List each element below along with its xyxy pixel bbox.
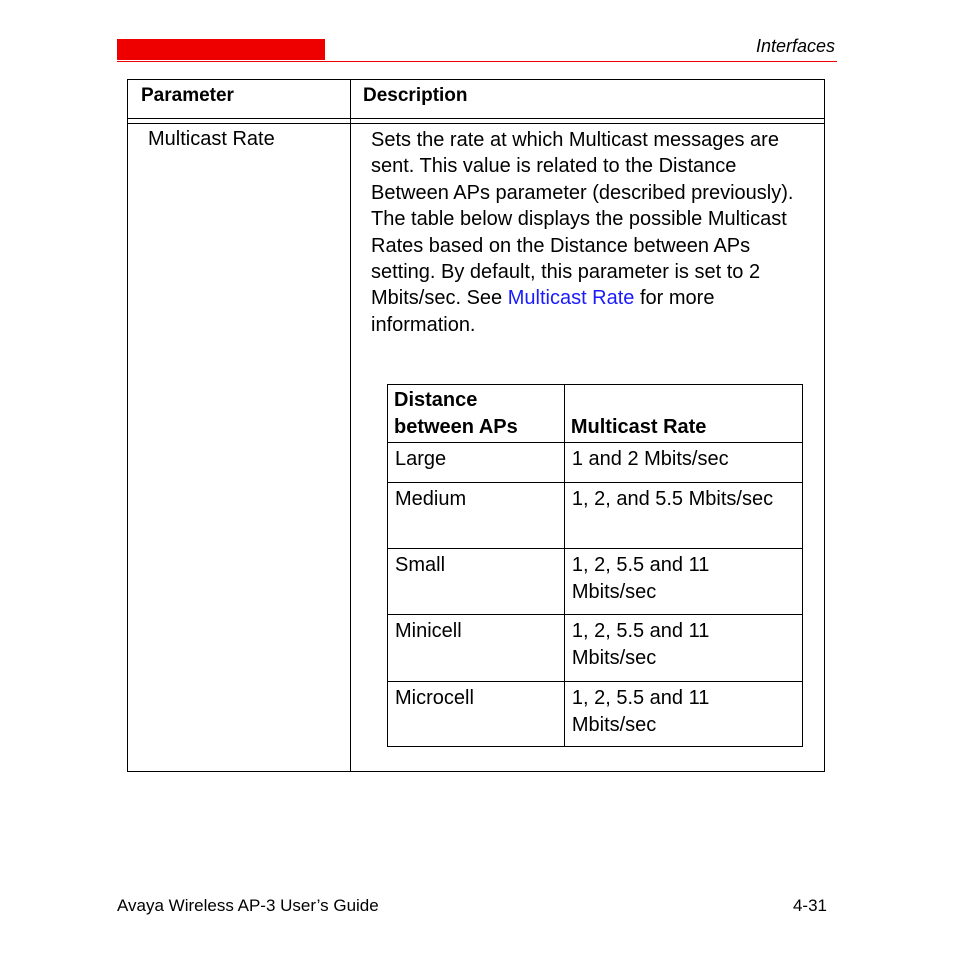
rate-cell: 1, 2, 5.5 and 11 Mbits/sec: [564, 615, 802, 682]
footer-guide-title: Avaya Wireless AP-3 User’s Guide: [117, 896, 379, 915]
distance-cell: Large: [388, 443, 565, 483]
rate-cell: 1, 2, 5.5 and 11 Mbits/sec: [564, 682, 802, 747]
multicast-rate-link[interactable]: Multicast Rate: [507, 287, 635, 310]
distance-cell: Microcell: [388, 682, 565, 747]
distance-cell: Medium: [388, 483, 565, 549]
rate-table-header-row: [388, 385, 803, 443]
column-header-multicast-rate: Multicast Rate: [564, 385, 802, 443]
footer-page-number: 4-31: [792, 896, 827, 915]
table-row: [388, 483, 803, 549]
table-row: [388, 615, 803, 682]
table-row: [388, 443, 803, 483]
column-header-parameter: Parameter: [141, 85, 234, 106]
rate-cell: 1, 2, and 5.5 Mbits/sec: [564, 483, 802, 549]
multicast-rate-table: [387, 384, 803, 747]
column-header-description: Description: [363, 85, 468, 106]
rate-cell: 1 and 2 Mbits/sec: [564, 443, 802, 483]
distance-cell: Small: [388, 549, 565, 615]
section-title: Interfaces: [755, 36, 835, 56]
column-header-distance: Distance between APs: [388, 385, 565, 443]
column-divider: [350, 80, 351, 771]
description-text: Sets the rate at which Multicast messages are sent. This value is related to the Distance Between APs parameter (described previously). The table below displays the possible Multicast Rates based on the Distance between APs setting. By default, this parameter is set to 2 Mbits/sec. See: [371, 129, 794, 310]
parameter-name: Multicast Rate: [148, 128, 275, 150]
rate-cell: 1, 2, 5.5 and 11 Mbits/sec: [564, 549, 802, 615]
parameter-description: [371, 127, 816, 338]
table-row: [388, 682, 803, 747]
header-rule: [117, 61, 837, 62]
table-row: [388, 549, 803, 615]
description-text-end: for more information.: [371, 287, 715, 336]
header-divider-top: [128, 118, 824, 119]
header-accent-bar: [117, 39, 325, 60]
header-divider-bottom: [128, 123, 824, 124]
parameter-table: [127, 79, 825, 772]
distance-cell: Minicell: [388, 615, 565, 682]
